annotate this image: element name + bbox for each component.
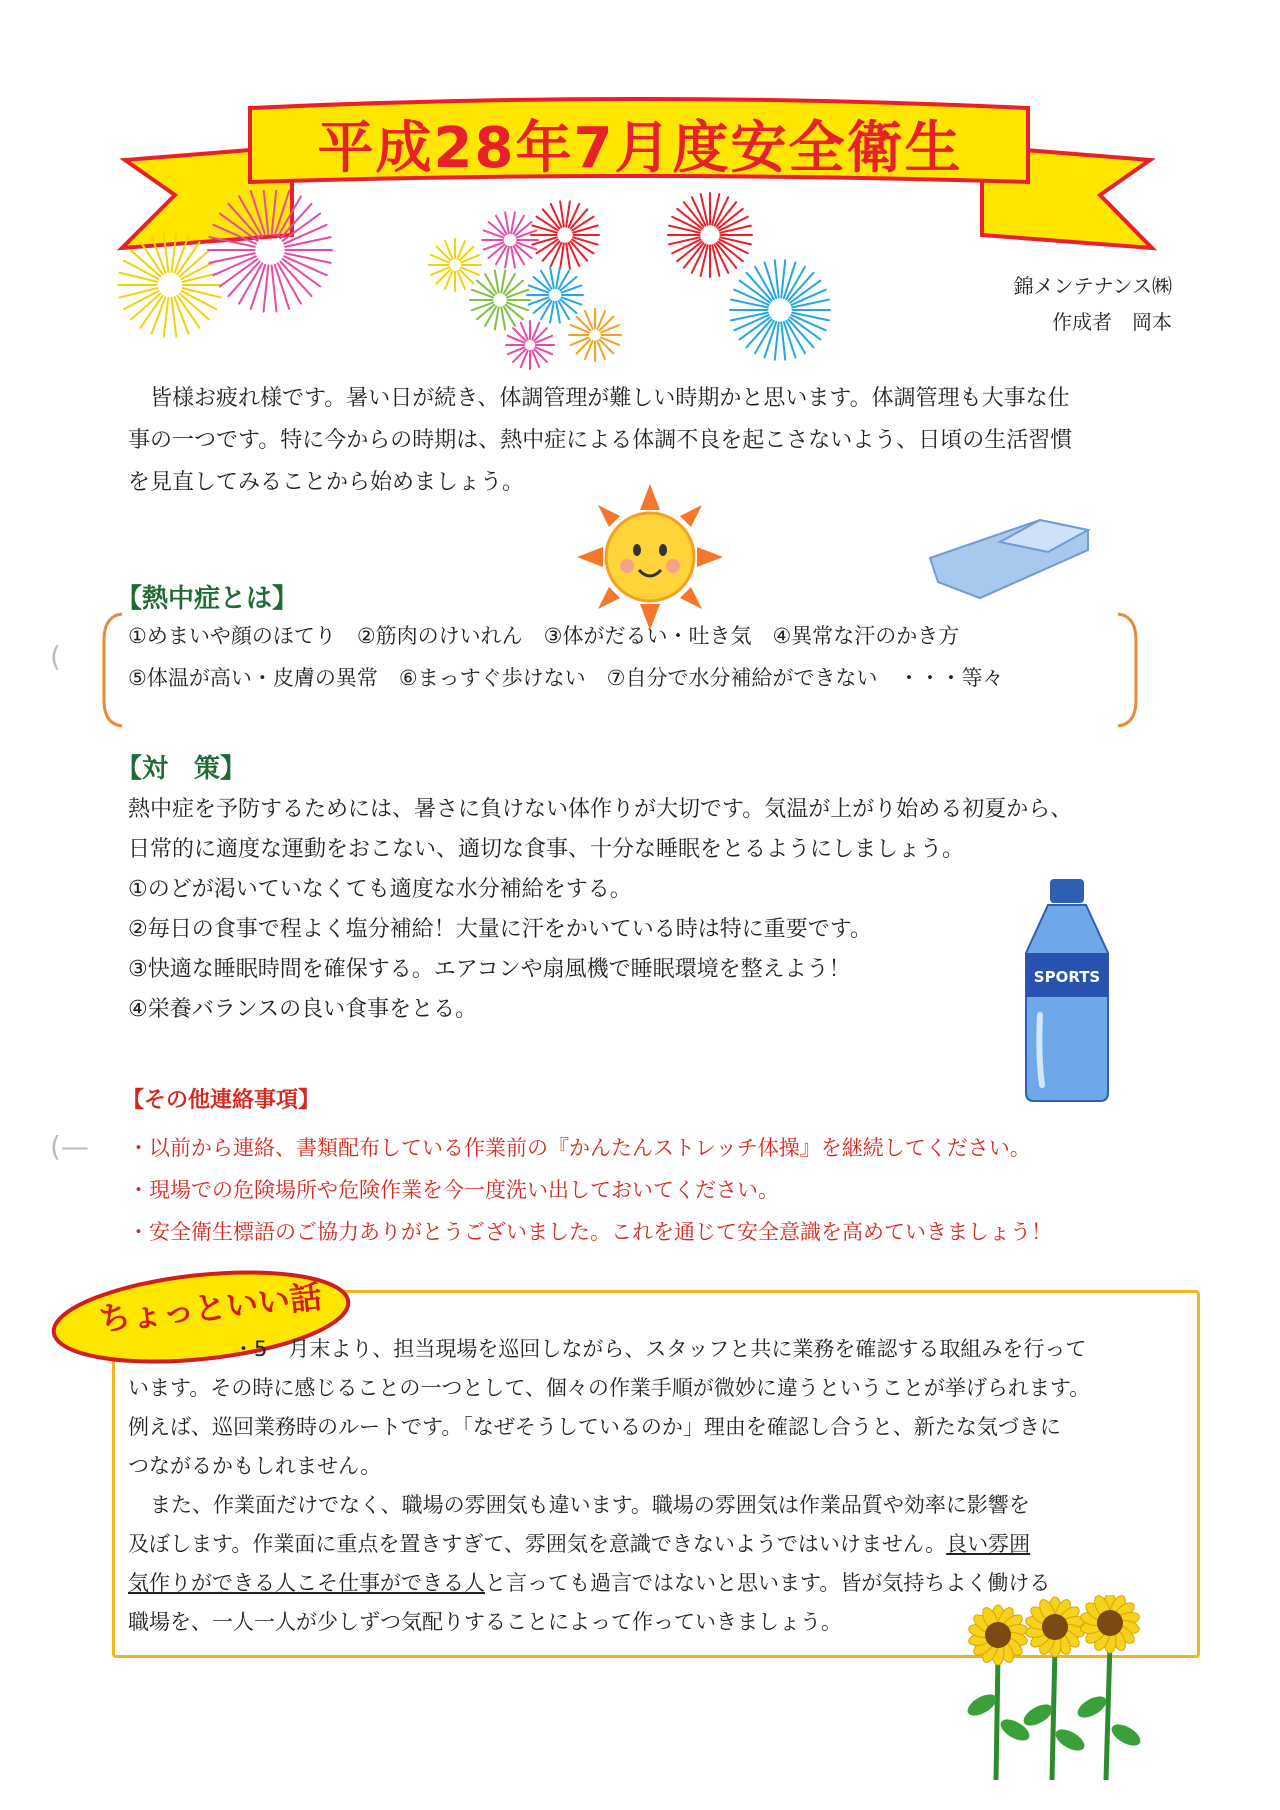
story-line: 例えば、巡回業務時のルートです。「なぜそうしているのか」理由を確認し合うと、新たな気づきに xyxy=(128,1415,1061,1439)
story-line xyxy=(128,1525,1176,1564)
firework-ray xyxy=(172,298,177,337)
other-item: ・現場での危険場所や危険作業を今一度洗い出しておいてください。 xyxy=(128,1178,779,1202)
measures-line: ④栄養バランスの良い食事をとる。 xyxy=(128,997,478,1022)
story-line: います。その時に感じることの一つとして、個々の作業手順が微妙に違うということが挙げられます。 xyxy=(128,1376,1091,1400)
story-text: と言っても過言ではないと思います。皆が気持ちよく働ける xyxy=(485,1571,1051,1595)
heatstroke-symptoms xyxy=(128,615,1148,723)
firework-ray xyxy=(550,302,554,323)
fireworks-illustration xyxy=(110,190,970,390)
company-name: 錦メンテナンス㈱ xyxy=(1013,274,1172,298)
firework-ray xyxy=(556,302,560,323)
firework-ray xyxy=(775,260,779,297)
symptom-line: ⑤体温が高い・皮膚の異常 ⑥まっすぐ歩けない ⑦自分で水分補給ができない ・・・等々 xyxy=(128,666,1004,690)
sunflowers-illustration xyxy=(960,1595,1150,1785)
firework-ray xyxy=(285,253,330,263)
firework-ray xyxy=(566,201,570,226)
bottle-label: SPORTS xyxy=(1033,968,1101,986)
measures-line: ①のどが渇いていなくても適度な水分補給をする。 xyxy=(128,877,632,902)
other-list xyxy=(128,1127,1052,1253)
other-item: ・安全衛生標語のご協力ありがとうございました。これを通じて安全意識を高めていきましょう！ xyxy=(128,1220,1052,1244)
firework-ray xyxy=(501,307,505,329)
good-story-badge: ちょっといい話 xyxy=(96,1277,324,1339)
firework-ray xyxy=(701,194,708,225)
firework-ray xyxy=(731,313,768,321)
firework-ray xyxy=(264,265,269,311)
firework-ray xyxy=(792,313,829,321)
firework-ray xyxy=(272,265,277,311)
towel-illustration xyxy=(920,500,1100,610)
intro-line: 皆様お疲れ様です。暑い日が続き、体調管理が難しい時期かと思います。体調管理も大事な仕 xyxy=(150,386,1070,411)
firework-ray xyxy=(504,306,515,325)
heatstroke-heading: 【熱中症とは】 xyxy=(116,584,299,614)
intro-line: を見直してみることから始めましょう。 xyxy=(128,470,525,495)
firework-ray xyxy=(669,226,700,233)
firework-ray xyxy=(485,306,496,325)
firework-ray xyxy=(541,301,552,319)
symptom-line: ①めまいや顔のほてり ②筋肉のけいれん ③体がだるい・吐き気 ④異常な汗のかき方 xyxy=(128,624,960,648)
firework-ray xyxy=(559,301,570,319)
sports-bottle-illustration xyxy=(1010,875,1125,1105)
intro-line: 事の一つです。特に今からの時期は、熱中症による体調不良を起こさないよう、日頃の生活習慣 xyxy=(128,428,1073,453)
firework-ray xyxy=(792,300,829,308)
firework-ray xyxy=(496,216,507,234)
firework-ray xyxy=(501,270,505,292)
firework-ray xyxy=(731,300,768,308)
firework-ray xyxy=(495,307,499,329)
firework-ray xyxy=(164,298,169,337)
firework-ray xyxy=(505,247,509,268)
story-line: ・5 月末より、担当現場を巡回しながら、スタッフと共に業務を確認する取組みを行って xyxy=(233,1337,1087,1361)
firework-ray xyxy=(511,212,515,233)
firework-ray xyxy=(720,226,751,233)
firework-ray xyxy=(781,322,785,359)
measures-line: 熱中症を予防するためには、暑さに負けない体作りが大切です。気温が上がり始める初夏から、 xyxy=(128,797,1073,822)
firework-ray xyxy=(560,243,564,268)
firework-ray xyxy=(164,233,169,272)
story-text: 及ぼします。作業面に重点を置きすぎて、雰囲気を意識できないようではいけません。 xyxy=(128,1532,947,1556)
story-line: つながるかもしれません。 xyxy=(128,1454,382,1478)
other-heading: 【その他連絡事項】 xyxy=(122,1088,321,1113)
firework-ray xyxy=(272,190,277,235)
firework-ray xyxy=(781,260,785,297)
measures-line: ②毎日の食事で程よく塩分補給！大量に汗をかいている時は特に重要です。 xyxy=(128,917,872,942)
firework-ray xyxy=(712,194,719,225)
firework-ray xyxy=(550,267,554,288)
sunflower-center xyxy=(1042,1614,1068,1640)
firework-ray xyxy=(264,190,269,235)
other-item: ・以前から連絡、書類配布している作業前の『かんたんストレッチ体操』を継続してください。 xyxy=(128,1136,1031,1160)
underlined-phrase: 良い雰囲 xyxy=(946,1532,1031,1556)
author-name: 作成者 岡本 xyxy=(1052,310,1172,334)
firework-ray xyxy=(514,246,525,264)
firework-ray xyxy=(120,288,158,297)
firework-ray xyxy=(120,273,158,282)
firework-ray xyxy=(701,245,708,276)
firework-ray xyxy=(511,247,515,268)
firework-ray xyxy=(485,274,496,293)
firework-ray xyxy=(285,237,330,247)
measures-list xyxy=(128,790,1128,1030)
firework-ray xyxy=(566,243,570,268)
firework-ray xyxy=(504,274,515,293)
firework-ray xyxy=(209,253,254,263)
firework-ray xyxy=(172,233,177,272)
edge-mark: ( xyxy=(50,640,61,673)
measures-line: ③快適な睡眠時間を確保する。エアコンや扇風機で睡眠環境を整えよう！ xyxy=(128,957,851,982)
firework-ray xyxy=(556,267,560,288)
measures-line: 日常的に適度な運動をおこない、適切な食事、十分な睡眠をとるようにしましょう。 xyxy=(128,837,965,862)
firework-ray xyxy=(559,271,570,289)
firework-ray xyxy=(669,237,700,244)
company-block xyxy=(1014,268,1172,340)
firework-ray xyxy=(495,270,499,292)
story-line: 職場を、一人一人が少しずつ気配りすることによって作っていきましょう。 xyxy=(128,1610,842,1634)
story-line: また、作業面だけでなく、職場の雰囲気も違います。職場の雰囲気は作業品質や効率に影響を xyxy=(150,1493,1030,1517)
firework-ray xyxy=(505,212,509,233)
firework-ray xyxy=(209,237,254,247)
firework-ray xyxy=(775,322,779,359)
firework-ray xyxy=(496,246,507,264)
underlined-phrase: 気作りができる人こそ仕事ができる人 xyxy=(128,1571,485,1595)
firework-ray xyxy=(720,237,751,244)
sunflower-center xyxy=(985,1622,1011,1648)
firework-ray xyxy=(712,245,719,276)
edge-mark: (— xyxy=(50,1130,89,1163)
firework-ray xyxy=(541,271,552,289)
page-title: 平成28年7月度安全衛生 xyxy=(317,116,963,181)
firework-ray xyxy=(183,288,221,297)
measures-heading: 【対 策】 xyxy=(116,754,247,784)
sunflower-center xyxy=(1097,1610,1123,1636)
firework-ray xyxy=(560,201,564,226)
firework-ray xyxy=(514,216,525,234)
